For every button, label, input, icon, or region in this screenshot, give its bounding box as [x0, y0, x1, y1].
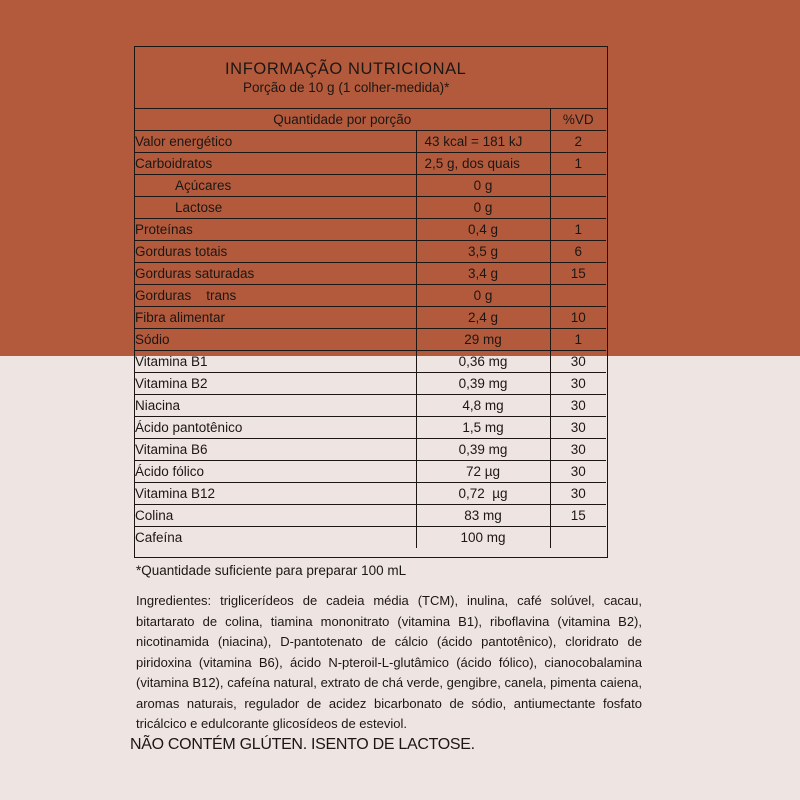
- nutrient-amount: 43 kcal = 181 kJ: [416, 131, 550, 153]
- ingredients-text: Ingredientes: triglicerídeos de cadeia média (TCM), inulina, café solúvel, cacau, bitartarato de colina, tiamina mononitrato (vitamina B1), riboflavina (vitamina B2), nicotinamida (niacina), D-pantotenato de cálcio (ácido pantotênico), cloridrato de piridoxina (vitamina B6), ácido N-pteroil-L-glutâmico (ácido fólico), cianocobalamina (vitamina B12), cafeína natural, extrato de chá verde, gengibre, canela, pimenta caiena, aromas naturais, regulador de acidez bicarbonato de sódio, antiumectante fosfato tricálcico e edulcorante glicosídeos de esteviol.: [136, 593, 642, 731]
- nutrient-amount: 3,4 g: [416, 263, 550, 285]
- nutrient-amount: 0,39 mg: [416, 373, 550, 395]
- nutrient-name: Ácido fólico: [135, 461, 416, 483]
- nutrient-dv: 30: [550, 351, 606, 373]
- serving-size: Porção de 10 g (1 colher-medida)*: [243, 80, 450, 95]
- nutrient-dv: 15: [550, 263, 606, 285]
- table-row: [135, 351, 606, 373]
- nutrient-amount: 83 mg: [416, 505, 550, 527]
- nutrient-name: Fibra alimentar: [135, 307, 416, 329]
- table-row: [135, 483, 606, 505]
- table-row: [135, 527, 606, 549]
- nutrient-name: Valor energético: [135, 131, 416, 153]
- nutrient-name: Colina: [135, 505, 416, 527]
- nutrient-name: Gorduras trans: [135, 285, 416, 307]
- nutrient-dv: [550, 175, 606, 197]
- nutrient-dv: 2: [550, 131, 606, 153]
- nutrient-dv: 15: [550, 505, 606, 527]
- table-row: [135, 131, 606, 153]
- table-row: [135, 197, 606, 219]
- nutrient-name: Sódio: [135, 329, 416, 351]
- nutrient-amount: 1,5 mg: [416, 417, 550, 439]
- nutrient-amount: 0,36 mg: [416, 351, 550, 373]
- nutrient-dv: 30: [550, 417, 606, 439]
- nutrient-dv: 30: [550, 461, 606, 483]
- header-quantity: Quantidade por porção: [135, 109, 550, 131]
- nutrient-name: Lactose: [135, 197, 416, 219]
- nutrient-name: Açúcares: [135, 175, 416, 197]
- nutrient-amount: 2,4 g: [416, 307, 550, 329]
- table-row: [135, 417, 606, 439]
- header-dv: %VD: [562, 112, 594, 127]
- nutrient-dv: 30: [550, 483, 606, 505]
- nutrient-amount: 29 mg: [416, 329, 550, 351]
- table-row: [135, 461, 606, 483]
- nutrient-amount: 0 g: [416, 175, 550, 197]
- nutrient-amount: 0 g: [416, 197, 550, 219]
- table-row: [135, 153, 606, 175]
- table-header-row: [135, 109, 606, 131]
- table-row: [135, 307, 606, 329]
- nutrient-dv: 30: [550, 373, 606, 395]
- nutrient-name: Carboidratos: [135, 153, 416, 175]
- table-row: [135, 505, 606, 527]
- nutrient-amount: 0 g: [416, 285, 550, 307]
- nutrient-amount: 0,72 µg: [416, 483, 550, 505]
- table-row: [135, 219, 606, 241]
- nutrient-name: Niacina: [135, 395, 416, 417]
- table-row: [135, 395, 606, 417]
- nutrient-amount: 2,5 g, dos quais: [416, 153, 550, 175]
- nutrient-amount: 100 mg: [416, 527, 550, 549]
- nutrient-amount: 0,39 mg: [416, 439, 550, 461]
- nutrient-name: Vitamina B1: [135, 351, 416, 373]
- nutrient-dv: [550, 527, 606, 549]
- table-row: [135, 263, 606, 285]
- table-row: [135, 175, 606, 197]
- nutrient-name: Cafeína: [135, 527, 416, 549]
- nutrient-dv: 1: [550, 219, 606, 241]
- nutrient-name: Proteínas: [135, 219, 416, 241]
- serving-footnote: *Quantidade suficiente para preparar 100 mL: [136, 563, 407, 578]
- table-row: [135, 329, 606, 351]
- allergen-statement: NÃO CONTÉM GLÚTEN. ISENTO DE LACTOSE.: [130, 736, 475, 753]
- nutrient-dv: 30: [550, 439, 606, 461]
- nutrient-name: Vitamina B6: [135, 439, 416, 461]
- nutrition-facts-header: [135, 47, 607, 109]
- nutrient-name: Vitamina B2: [135, 373, 416, 395]
- nutrient-name: Gorduras saturadas: [135, 263, 416, 285]
- table-row: [135, 241, 606, 263]
- nutrient-dv: 1: [550, 329, 606, 351]
- table-row: [135, 373, 606, 395]
- nutrient-dv: 1: [550, 153, 606, 175]
- table-row: [135, 285, 606, 307]
- nutrient-name: Gorduras totais: [135, 241, 416, 263]
- nutrient-amount: 0,4 g: [416, 219, 550, 241]
- nutrient-dv: 6: [550, 241, 606, 263]
- nutrient-amount: 3,5 g: [416, 241, 550, 263]
- table-row: [135, 439, 606, 461]
- nutrient-name: Ácido pantotênico: [135, 417, 416, 439]
- nutrient-dv: 10: [550, 307, 606, 329]
- nutrient-name: Vitamina B12: [135, 483, 416, 505]
- nutrition-table: [135, 109, 606, 548]
- nutrient-amount: 72 µg: [416, 461, 550, 483]
- nutrient-dv: [550, 197, 606, 219]
- nutrient-dv: 30: [550, 395, 606, 417]
- nutrient-dv: [550, 285, 606, 307]
- nutrient-amount: 4,8 mg: [416, 395, 550, 417]
- nutrition-title: INFORMAÇÃO NUTRICIONAL: [225, 60, 467, 78]
- nutrition-facts-panel: [134, 46, 608, 558]
